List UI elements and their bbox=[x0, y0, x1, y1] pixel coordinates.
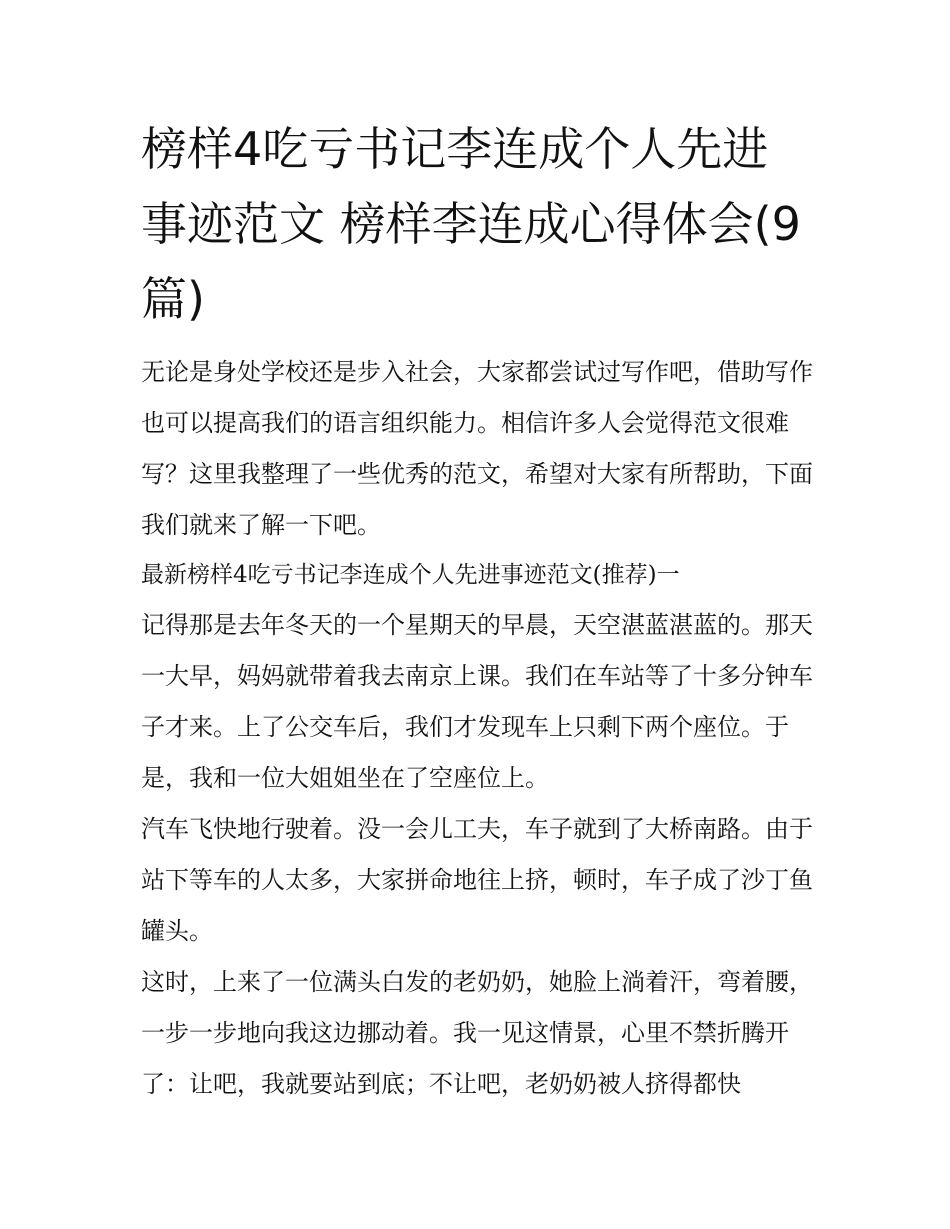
section-heading: 最新榜样4吃亏书记李连成个人先进事迹范文(推荐)一 bbox=[141, 562, 680, 588]
document-title: 榜样4吃亏书记李连成个人先进事迹范文 榜样李连成心得体会(9篇) bbox=[141, 122, 801, 326]
story-paragraph-3: 这时，上来了一位满头白发的老奶奶，她脸上淌着汗，弯着腰，一步一步地向我这边挪动着。我一见这情景，心里不禁折腾开了：让吧，我就要站到底；不让吧，老奶奶被人挤得都快 bbox=[141, 968, 813, 1098]
intro-paragraph: 无论是身处学校还是步入社会，大家都尝试过写作吧，借助写作也可以提高我们的语言组织能力。相信许多人会觉得范文很难写？这里我整理了一些优秀的范文，希望对大家有所帮助，下面我们就来了解一下吧。 bbox=[141, 358, 813, 539]
document-body bbox=[141, 347, 813, 1110]
story-paragraph-1: 记得那是去年冬天的一个星期天的早晨，天空湛蓝湛蓝的。那天一大早，妈妈就带着我去南京上课。我们在车站等了十多分钟车子才来。上了公交车后，我们才发现车上只剩下两个座位。于是，我和一位大姐姐坐在了空座位上。 bbox=[141, 611, 813, 792]
story-paragraph-2: 汽车飞快地行驶着。没一会儿工夫，车子就到了大桥南路。由于站下等车的人太多，大家拼命地往上挤，顿时，车子成了沙丁鱼罐头。 bbox=[141, 815, 813, 945]
document-content bbox=[141, 112, 813, 1110]
